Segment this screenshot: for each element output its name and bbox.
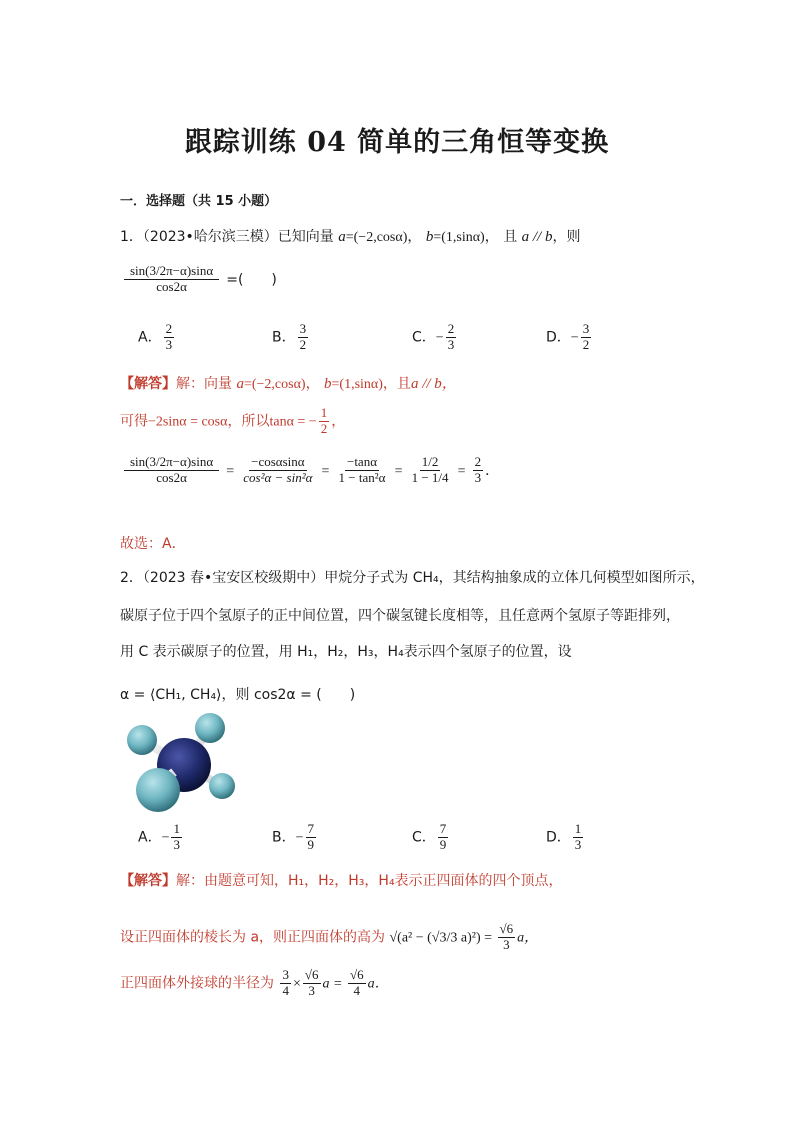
frac-num: √6 [499, 921, 514, 936]
q2-line1: 2．（2023 春•宝安区校级期中）甲烷分子式为 CH₄，其结构抽象成的立体几何模型如图所示， [120, 570, 705, 586]
vector-b-expr: =(1,sinα)， [433, 230, 499, 245]
sol-text: 设正四面体的棱长为 a，则正四面体的高为 [120, 929, 386, 946]
solution-lead: 解：向量 [176, 376, 232, 392]
q1-fraction [124, 264, 219, 295]
option-letter: D． [546, 329, 571, 346]
frac-den: 3 [474, 469, 482, 485]
q1-stem [120, 226, 580, 246]
option-den: 3 [574, 836, 582, 852]
q1-option-d[interactable] [546, 322, 593, 353]
sol-fraction [348, 968, 366, 999]
sol-text: ， [331, 413, 346, 430]
vector-a-expr: =(−2,cosα)， [345, 230, 422, 245]
frac-den: cos²α − sin²α [243, 469, 313, 485]
sol-fraction [498, 922, 516, 953]
q2-solution-line2 [120, 922, 538, 953]
frac-den: 3 [503, 936, 510, 952]
option-den: 2 [299, 336, 307, 352]
hydrogen-atom [195, 713, 225, 743]
option-num: 2 [447, 321, 455, 336]
option-num: 3 [582, 321, 590, 336]
frac-num: √6 [349, 967, 364, 982]
equals: = [321, 463, 330, 479]
option-sign: − [161, 830, 170, 846]
option-sign: − [295, 830, 304, 846]
q2-option-c[interactable] [412, 822, 450, 853]
q2-line3: 用 C 表示碳原子的位置，用 H₁，H₂，H₃，H₄表示四个氢原子的位置，设 [120, 644, 572, 660]
option-den: 9 [307, 836, 315, 852]
sol-text: 正四面体外接球的半径为 [120, 975, 274, 992]
q1-cond-pre: 且 [503, 229, 518, 245]
option-num: 3 [299, 321, 307, 336]
page-title: 跟踪训练 04 简单的三角恒等变换 [184, 127, 610, 158]
hydrogen-atom [127, 725, 157, 755]
q2-line4: α = ⟨CH₁, CH₄⟩，则 cos2α = ( ) [120, 687, 356, 703]
sol-math: a = [322, 976, 346, 992]
option-num: 1 [173, 821, 180, 836]
option-fraction [581, 322, 592, 353]
equals: = [394, 463, 403, 479]
sol-fraction [280, 968, 291, 999]
frac-den: 4 [353, 982, 361, 998]
option-num: 7 [439, 821, 447, 836]
sol-math: −2sinα = cosα [148, 414, 228, 430]
q1-fraction-num: sin(3/2π−α)sinα [124, 264, 219, 280]
vector-b: b [324, 376, 332, 392]
chain-frac-3 [337, 455, 388, 486]
solution-text: 解：由题意可知，H₁，H₂，H₃，H₄表示正四面体的四个顶点， [176, 873, 563, 889]
option-letter: A． [138, 329, 162, 346]
option-den: 9 [439, 836, 447, 852]
equals: = [226, 463, 235, 479]
frac-num: √6 [304, 967, 319, 982]
option-fraction [438, 822, 449, 853]
option-num: 7 [307, 821, 315, 836]
frac-den: cos2α [156, 469, 187, 485]
frac-num: −tanα [346, 454, 378, 469]
sol-math: a． [367, 976, 389, 992]
hydrogen-atom [136, 768, 180, 812]
q1-solution-line2 [120, 406, 345, 437]
option-letter: C． [412, 829, 436, 846]
option-fraction [573, 822, 584, 853]
vector-a: a [236, 376, 244, 392]
vector-b: b [425, 229, 434, 245]
sol-fraction [303, 968, 321, 999]
option-den: 2 [582, 336, 590, 352]
vector-a: a [338, 229, 346, 245]
option-den: 3 [447, 336, 455, 352]
chain-frac-4 [410, 455, 451, 486]
q1-solution-line1 [120, 372, 457, 393]
frac-num: sin(3/2π−α)sinα [124, 455, 219, 471]
frac-den: 1 − tan²α [338, 469, 386, 485]
option-letter: C． [412, 329, 436, 346]
q1-answer: 故选：A． [120, 536, 186, 552]
chain-frac-5 [473, 455, 484, 486]
option-num: 1 [574, 821, 582, 836]
sol-math: a， [517, 930, 539, 946]
q1-lead: 1．（2023•哈尔滨三模）已知向量 [120, 229, 334, 245]
sol-text: 可得 [120, 413, 148, 430]
methane-molecule-icon [114, 710, 244, 815]
sol-fraction [319, 406, 330, 437]
equals: = [457, 463, 466, 479]
q2-solution-line3 [120, 968, 389, 999]
sol-b-expr: =(1,sinα)，且 [331, 377, 411, 392]
option-letter: A． [138, 829, 162, 846]
hydrogen-atom [209, 773, 235, 799]
q2-option-b[interactable] [272, 822, 318, 853]
frac-den: 3 [308, 982, 315, 998]
frac-den: 4 [282, 982, 289, 998]
option-letter: B． [272, 829, 296, 846]
frac-den: 1 − 1/4 [411, 469, 449, 485]
sol-math: tanα = − [269, 414, 317, 430]
frac-den: 2 [320, 420, 328, 436]
q1-tail: =( ) [226, 271, 277, 288]
option-fraction [164, 322, 175, 353]
option-den: 3 [173, 836, 180, 852]
q1-fraction-den: cos2α [156, 278, 187, 294]
option-sign: − [435, 330, 444, 346]
q1-cond: a // b [521, 229, 553, 245]
option-fraction [298, 322, 309, 353]
q1-cond-post: ，则 [552, 229, 581, 245]
frac-num: 2 [474, 454, 482, 469]
option-fraction [306, 822, 317, 853]
option-den: 3 [165, 336, 173, 352]
frac-num: −cosαsinα [251, 454, 305, 469]
q2-line2: 碳原子位于四个氢原子的正中间位置，四个碳氢键长度相等，且任意两个氢原子等距排列， [120, 608, 680, 624]
option-fraction [171, 822, 182, 853]
sol-a-expr: =(−2,cosα)， [243, 377, 320, 392]
solution-tag: 【解答】 [120, 376, 176, 392]
frac-num: 1 [320, 405, 328, 420]
solution-tag: 【解答】 [120, 873, 176, 889]
q1-option-b[interactable] [272, 322, 310, 353]
q2-option-d[interactable] [546, 822, 585, 853]
q1-expression [122, 264, 277, 295]
sol-cond: a // b， [410, 376, 457, 392]
sol-math: √(a² − (√3/3 a)²) = [389, 930, 496, 946]
frac-num: 3 [282, 967, 289, 982]
period: ． [485, 463, 500, 479]
sol-text: ，所以 [227, 413, 270, 430]
frac-num: 1/2 [421, 454, 439, 469]
q1-option-a[interactable] [138, 322, 176, 353]
section-heading: 一．选择题（共 15 小题） [120, 194, 278, 209]
option-letter: D． [546, 829, 571, 846]
chain-frac-1 [124, 455, 219, 486]
option-num: 2 [165, 321, 173, 336]
q2-option-a[interactable] [138, 822, 184, 853]
sol-math: × [292, 976, 301, 992]
option-fraction [446, 322, 457, 353]
q1-solution-line3 [122, 455, 499, 486]
option-letter: B． [272, 329, 296, 346]
chain-frac-2 [241, 455, 314, 486]
option-sign: − [570, 330, 579, 346]
q2-solution-line1 [120, 870, 563, 890]
q1-option-c[interactable] [412, 322, 458, 353]
